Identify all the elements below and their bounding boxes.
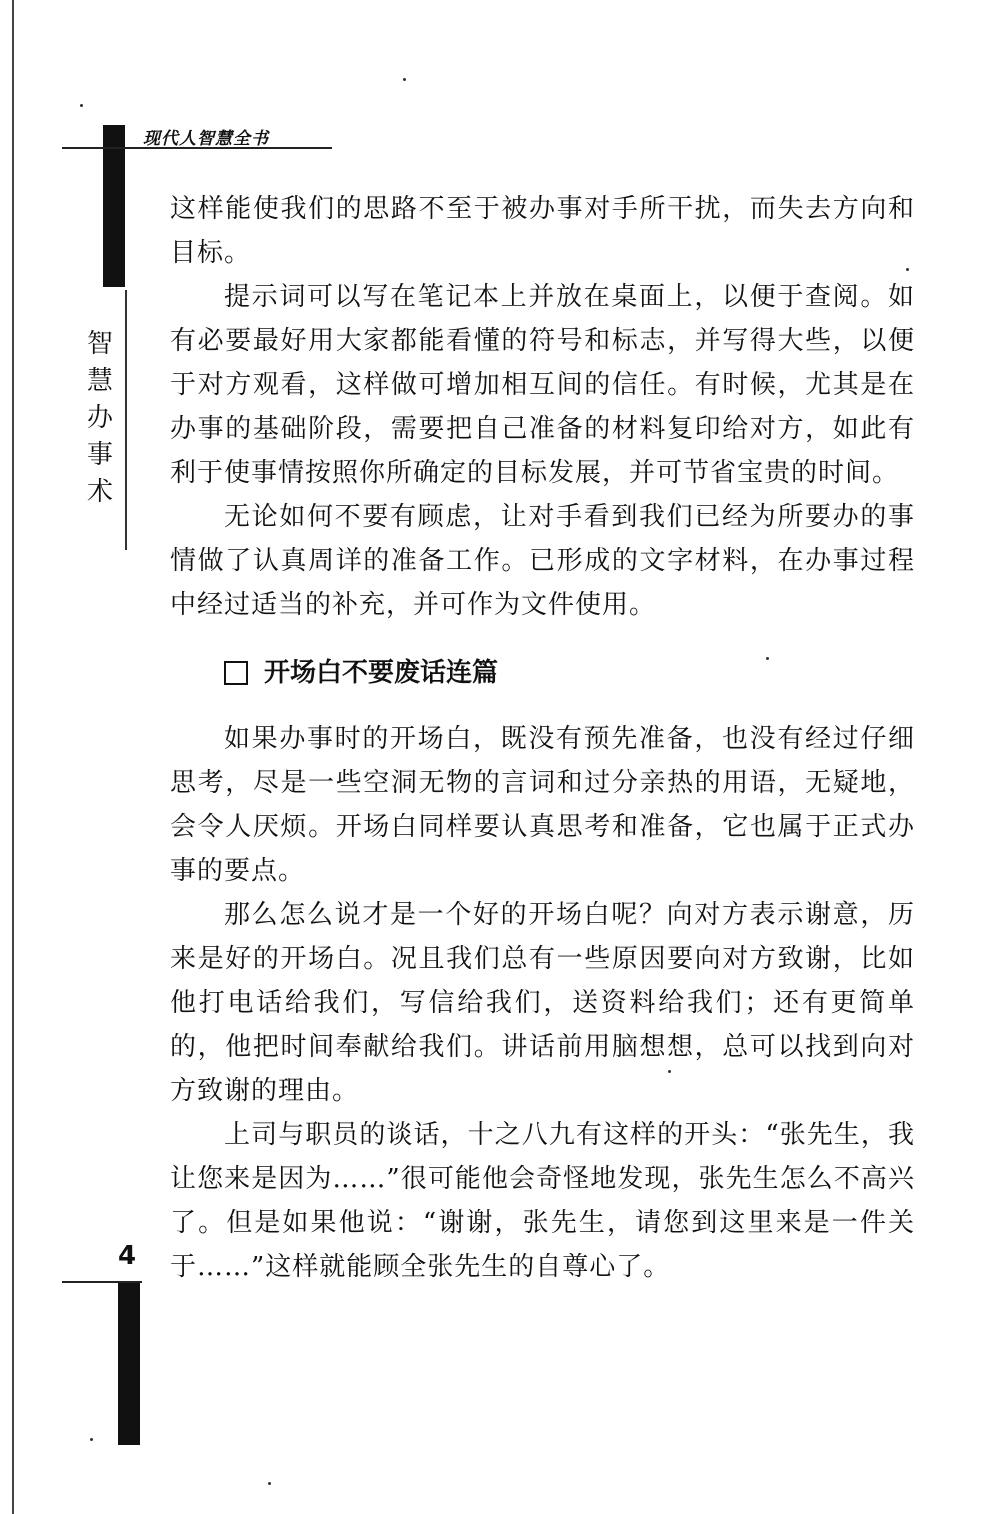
paragraph: 无论如何不要有顾虑，让对手看到我们已经为所要办的事情做了认真周详的准备工作。已形成的文字材料，在办事过程中经过适当的补充，并可作为文件使用。 — [170, 502, 915, 620]
paragraph: 这样能使我们的思路不至于被办事对手所干扰，而失去方向和目标。 — [170, 194, 915, 268]
scan-speck — [906, 268, 909, 271]
scan-speck — [403, 78, 406, 81]
section-heading-text: 开场白不要废话连篇 — [264, 658, 499, 688]
book-title: 现代人智慧全书 — [143, 129, 269, 149]
footer-black-bar — [118, 1283, 140, 1445]
paragraph: 提示词可以写在笔记本上并放在桌面上，以便于查阅。如有必要最好用大家都能看懂的符号和标志，并写得大些，以便于对方观看，这样做可增加相互间的信任。有时候，尤其是在办事的基础阶段，需要把自己准备的材料复印给对方，如此有利于使事情按照你所确定的目标发展，并可节省宝贵的时间。 — [170, 282, 915, 488]
page-body — [170, 187, 915, 1289]
paragraph: 那么怎么说才是一个好的开场白呢？向对方表示谢意，历来是好的开场白。况且我们总有一些原因要向对方致谢，比如他打电话给我们，写信给我们，送资料给我们；还有更简单的，他把时间奉献给我们。讲话前用脑想想，总可以找到向对方致谢的理由。 — [170, 900, 915, 1106]
section-heading — [224, 651, 915, 695]
header-black-bar — [103, 125, 125, 287]
page-left-edge — [12, 0, 14, 1514]
scan-speck — [80, 104, 83, 107]
chapter-title: 智慧办事术 — [86, 329, 113, 507]
paragraph: 如果办事时的开场白，既没有预先准备，也没有经过仔细思考，尽是一些空洞无物的言词和过分亲热的用语，无疑地，会令人厌烦。开场白同样要认真思考和准备，它也属于正式办事的要点。 — [170, 724, 915, 886]
scan-speck — [90, 1438, 93, 1441]
paragraph: 上司与职员的谈话，十之八九有这样的开头：“张先生，我让您来是因为……”很可能他会奇怪地发现，张先生怎么不高兴了。但是如果他说：“谢谢，张先生，请您到这里来是一件关于……”这样就能顾全张先生的自尊心了。 — [170, 1120, 915, 1282]
scan-speck — [766, 657, 769, 660]
sidebar-rule — [125, 290, 127, 550]
page-number: 4 — [118, 1241, 137, 1271]
scan-speck — [268, 1482, 271, 1485]
square-bullet-icon — [224, 661, 248, 685]
scan-speck — [668, 1070, 671, 1073]
